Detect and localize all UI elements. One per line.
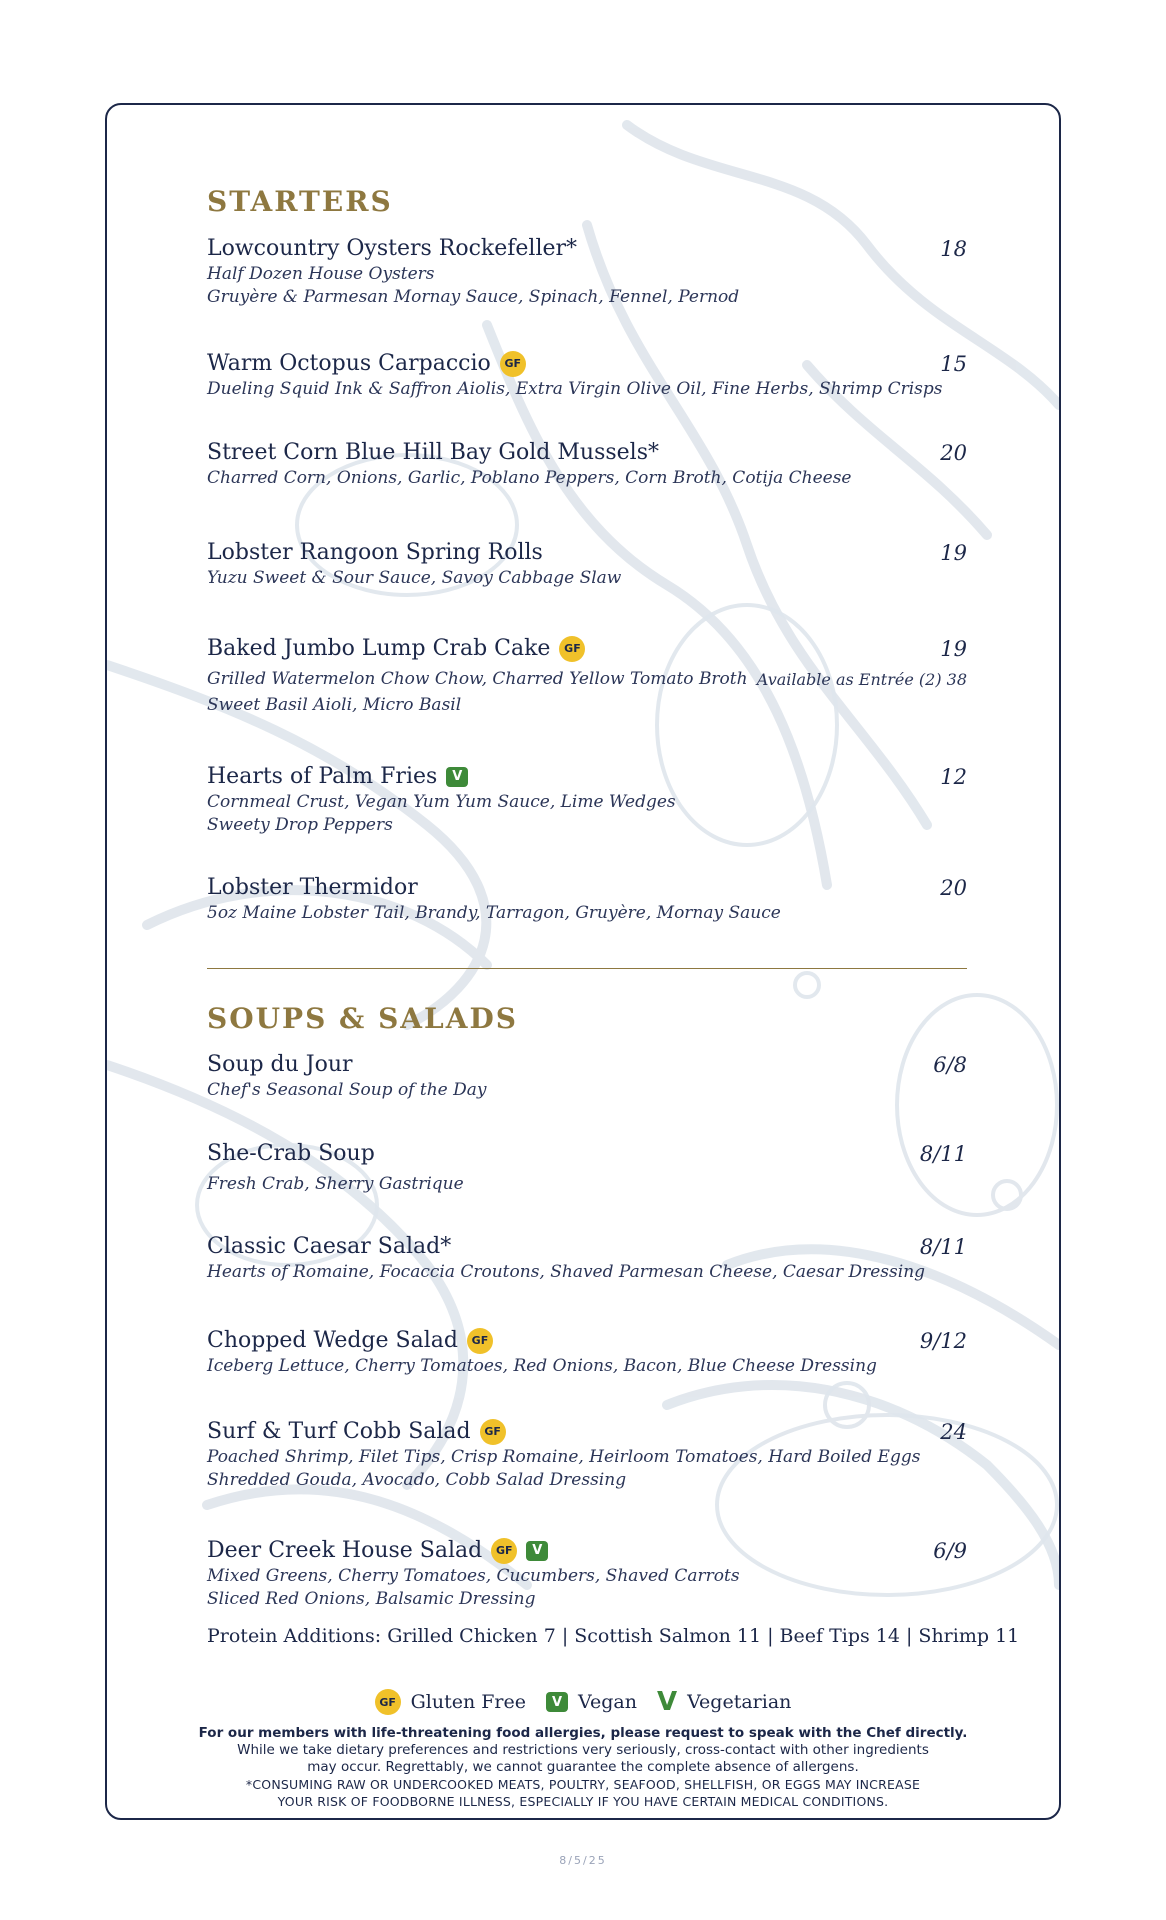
item-description: Gruyère & Parmesan Mornay Sauce, Spinach, Fennel, Pernod [207,287,740,307]
item-name: Deer Creek House Salad [207,1538,483,1563]
consumption-warning-line: YOUR RISK OF FOODBORNE ILLNESS, ESPECIALLY IF YOU HAVE CERTAIN MEDICAL CONDITIONS. [277,1794,889,1809]
item-price: 20 [940,441,967,465]
item-name: Street Corn Blue Hill Bay Gold Mussels* [207,440,659,465]
item-name: She-Crab Soup [207,1141,375,1166]
item-description: Poached Shrimp, Filet Tips, Crisp Romaine, Heirloom Tomatoes, Hard Boiled Eggs [207,1447,921,1467]
item-description: Chef's Seasonal Soup of the Day [207,1080,487,1100]
item-description: Shredded Gouda, Avocado, Cobb Salad Dressing [207,1470,627,1490]
item-name: Classic Caesar Salad* [207,1234,452,1259]
item-price: 8/11 [919,1235,967,1259]
vegan-badge-icon: V [526,1541,548,1561]
item-name: Baked Jumbo Lump Crab Cake [207,636,551,661]
menu-item [207,635,967,717]
item-price: 8/11 [919,1142,967,1166]
menu-item [207,763,967,837]
vegan-badge-icon: V [546,1692,568,1712]
section-divider [207,968,967,969]
entree-availability-note: Available as Entrée (2) 38 [756,670,967,689]
gluten-free-badge-icon: GF [559,636,585,662]
item-price: 6/9 [933,1539,967,1563]
item-name: Soup du Jour [207,1052,353,1077]
item-description: Sliced Red Onions, Balsamic Dressing [207,1589,536,1609]
menu-item [207,539,967,590]
item-name: Lobster Rangoon Spring Rolls [207,540,543,565]
protein-additions: Protein Additions: Grilled Chicken 7 | Scottish Salmon 11 | Beef Tips 14 | Shrimp 11 [207,1625,1020,1647]
item-price: 12 [940,765,967,789]
menu-item [207,1418,967,1492]
item-price: 19 [940,637,967,661]
legend-label: Vegetarian [687,1691,792,1713]
item-description: Sweety Drop Peppers [207,815,393,835]
menu-card [105,103,1061,1820]
item-description: Yuzu Sweet & Sour Sauce, Savoy Cabbage Slaw [207,568,622,588]
menu-item [207,874,967,925]
legend-label: Vegan [578,1691,637,1713]
item-description: Grilled Watermelon Chow Chow, Charred Yellow Tomato Broth [207,669,748,689]
item-description: Cornmeal Crust, Vegan Yum Yum Sauce, Lime Wedges [207,792,676,812]
item-description: Fresh Crab, Sherry Gastrique [207,1174,464,1194]
vegan-badge-icon: V [446,767,468,787]
dietary-legend [107,1687,1059,1717]
item-name: Lobster Thermidor [207,875,418,900]
item-description: Dueling Squid Ink & Saffron Aiolis, Extra Virgin Olive Oil, Fine Herbs, Shrimp Crisps [207,379,943,399]
item-description: Half Dozen House Oysters [207,264,435,284]
item-name: Chopped Wedge Salad [207,1328,458,1353]
menu-item [207,439,967,490]
item-name: Warm Octopus Carpaccio [207,351,491,376]
gluten-free-badge-icon: GF [491,1538,517,1564]
allergy-notice [107,1725,1059,1810]
item-description: Hearts of Romaine, Focaccia Croutons, Shaved Parmesan Cheese, Caesar Dressing [207,1262,926,1282]
item-price: 18 [940,237,967,261]
gluten-free-badge-icon: GF [480,1419,506,1445]
item-price: 24 [940,1420,967,1444]
menu-item [207,1051,967,1102]
item-price: 9/12 [919,1329,967,1353]
menu-item [207,1537,967,1611]
menu-item [207,1233,967,1284]
legend-vegan [546,1691,637,1713]
gluten-free-badge-icon: GF [500,351,526,377]
item-description: Sweet Basil Aioli, Micro Basil [207,695,462,715]
item-description: Charred Corn, Onions, Garlic, Poblano Peppers, Corn Broth, Cotija Cheese [207,468,852,488]
item-price: 15 [940,352,967,376]
menu-item [207,1140,967,1196]
item-name: Hearts of Palm Fries [207,764,438,789]
gluten-free-badge-icon: GF [375,1689,401,1715]
menu-date: 8/5/25 [559,1854,607,1867]
legend-label: Gluten Free [410,1691,526,1713]
item-price: 19 [940,541,967,565]
item-price: 6/8 [933,1053,967,1077]
section-title-soups-salads: SOUPS & SALADS [207,1002,518,1035]
item-description: 5oz Maine Lobster Tail, Brandy, Tarragon, Gruyère, Mornay Sauce [207,903,781,923]
vegetarian-check-icon: V [656,1687,678,1717]
item-price: 20 [940,876,967,900]
item-name: Surf & Turf Cobb Salad [207,1419,471,1444]
legend-vegetarian [657,1687,791,1717]
menu-item [207,350,967,401]
menu-item [207,1327,967,1378]
allergy-notice-line: For our members with life-threatening food allergies, please request to speak with the Chef directly. [198,1725,968,1741]
allergy-notice-line: While we take dietary preferences and restrictions very seriously, cross-contact with other ingredients [237,1742,929,1758]
item-name: Lowcountry Oysters Rockefeller* [207,236,578,261]
section-title-starters: STARTERS [207,185,393,218]
allergy-notice-line: may occur. Regrettably, we cannot guarantee the complete absence of allergens. [307,1759,859,1775]
gluten-free-badge-icon: GF [467,1328,493,1354]
item-description: Iceberg Lettuce, Cherry Tomatoes, Red Onions, Bacon, Blue Cheese Dressing [207,1356,877,1376]
item-description: Mixed Greens, Cherry Tomatoes, Cucumbers, Shaved Carrots [207,1566,740,1586]
legend-gluten-free [375,1689,526,1715]
consumption-warning-line: *CONSUMING RAW OR UNDERCOOKED MEATS, POULTRY, SEAFOOD, SHELLFISH, OR EGGS MAY INCREASE [245,1777,921,1792]
menu-item [207,235,967,309]
